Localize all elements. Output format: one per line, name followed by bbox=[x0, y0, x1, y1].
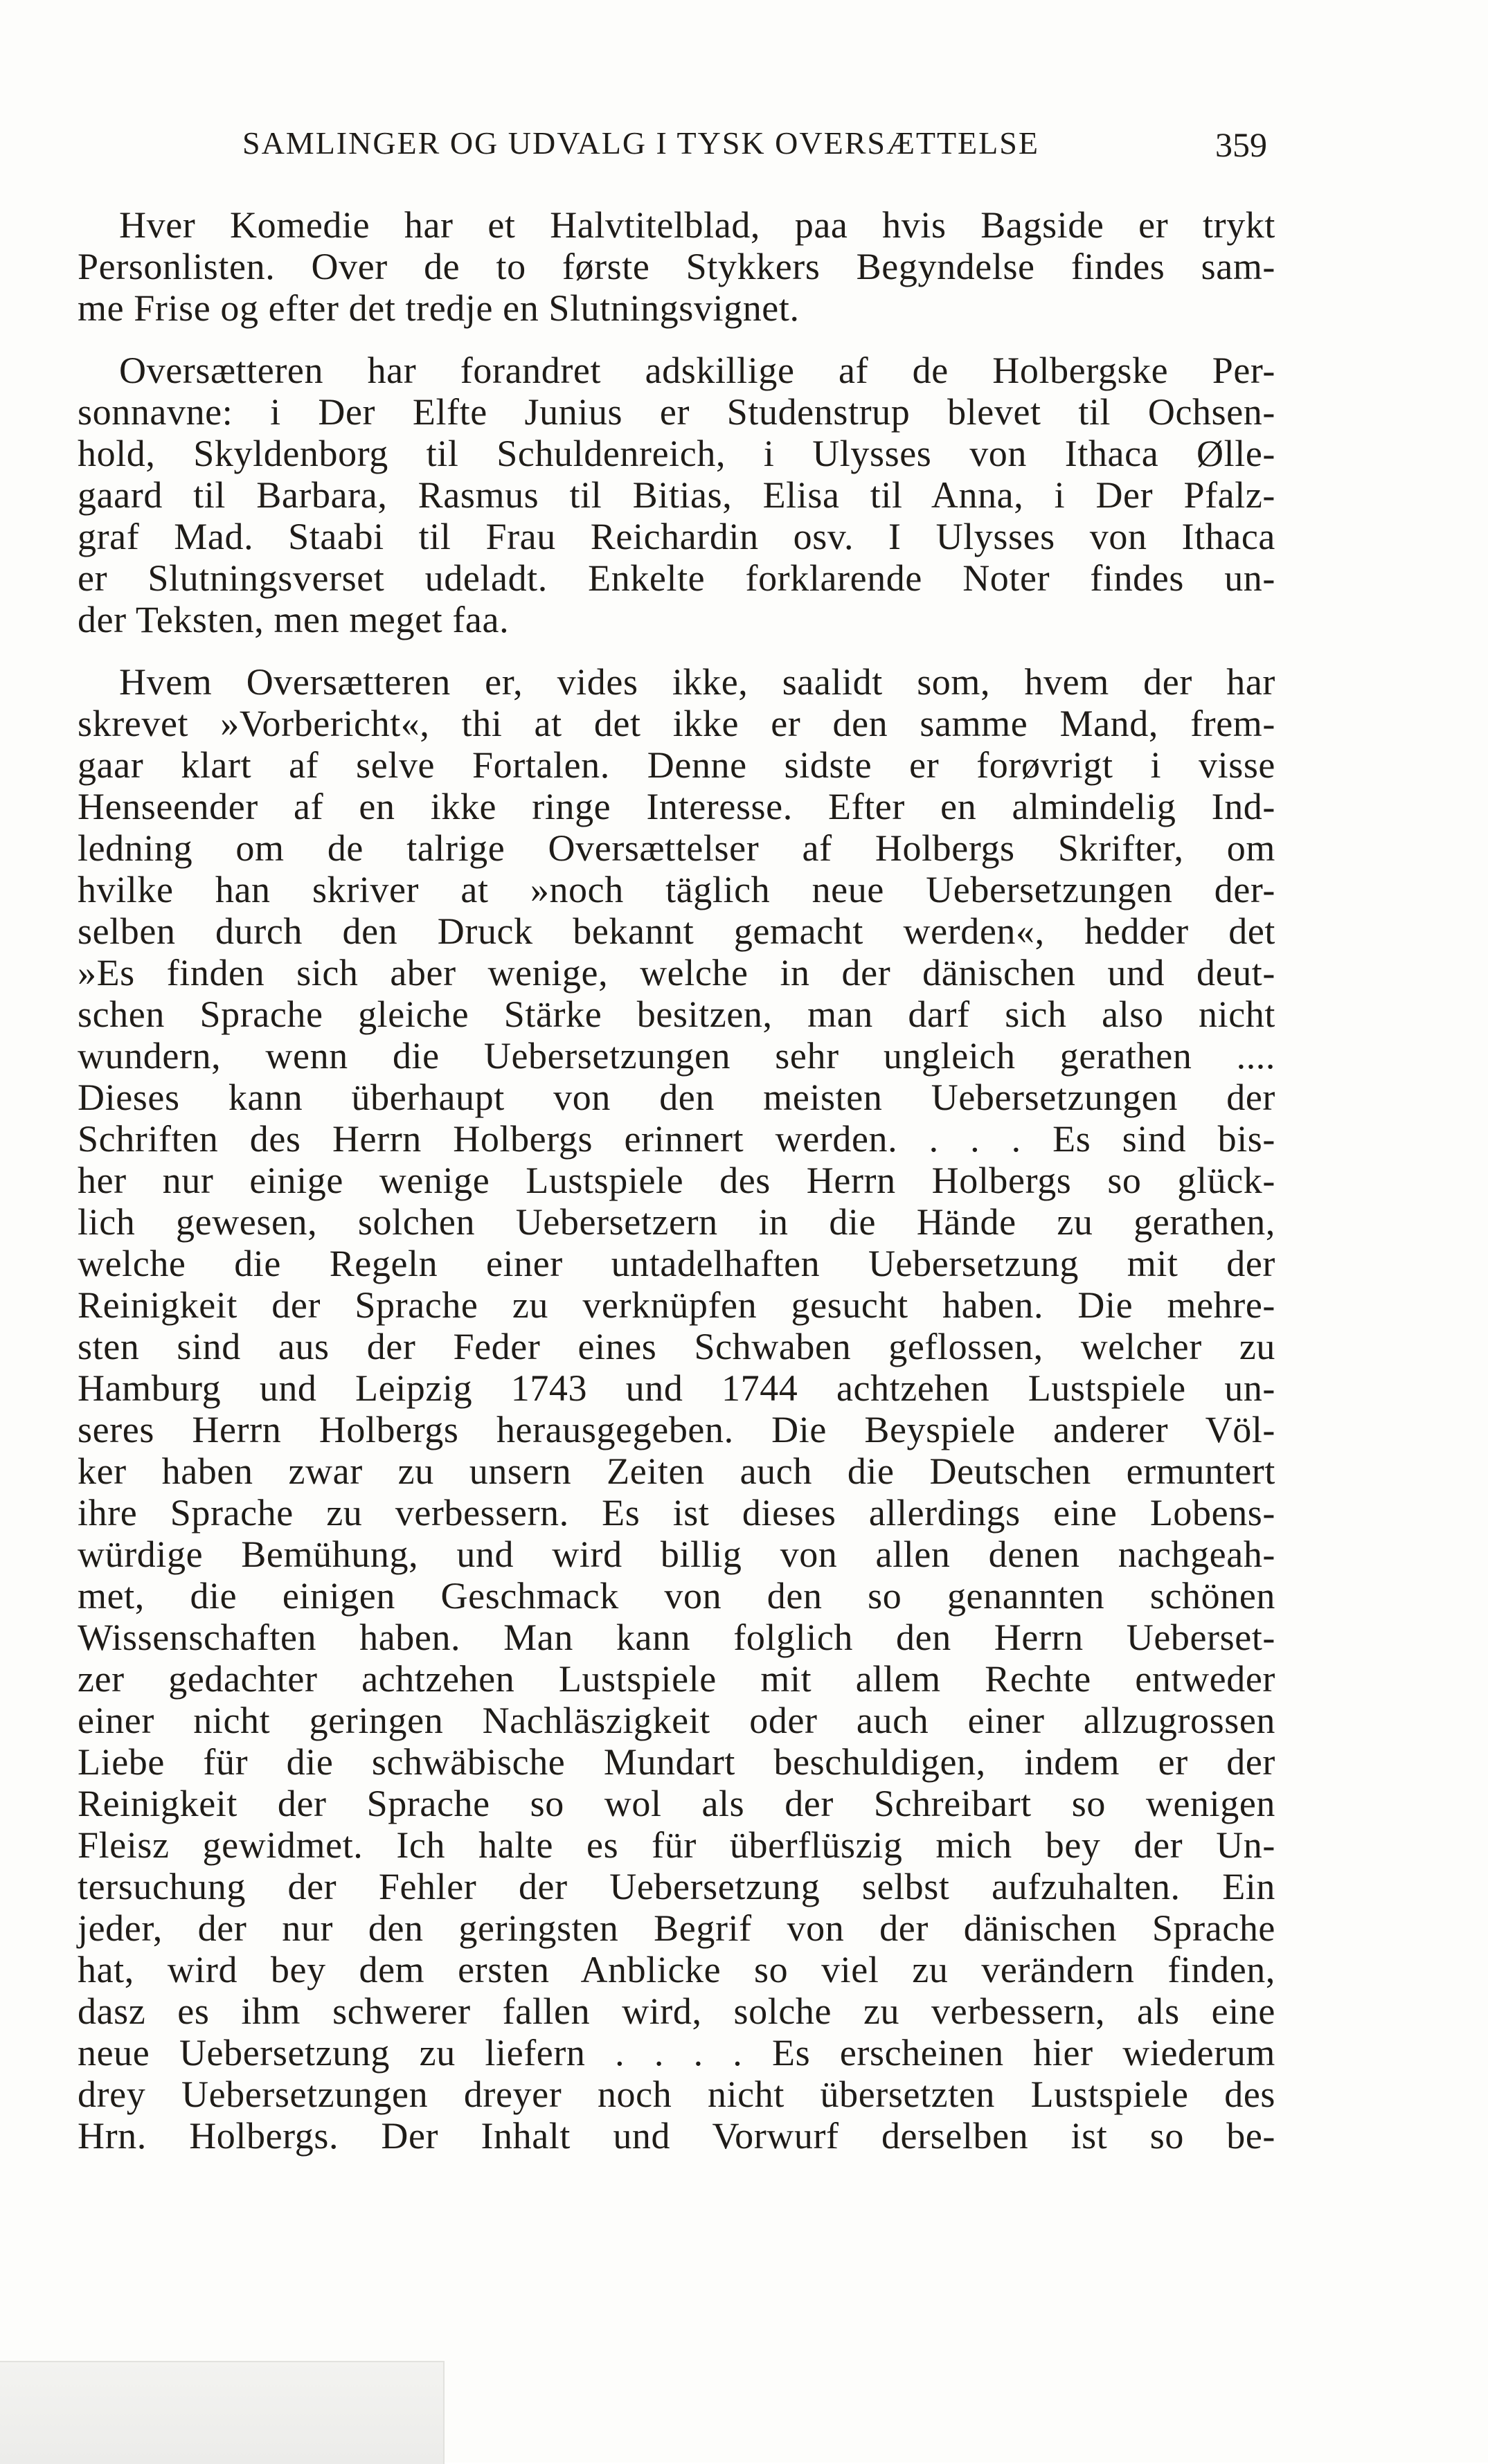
text-line: einer nicht geringen Nachläszigkeit oder auch einer allzugrossen bbox=[78, 1700, 1275, 1741]
text-line: graf Mad. Staabi til Frau Reichardin osv. I Ulysses von Ithaca bbox=[78, 516, 1275, 557]
text-line: gaard til Barbara, Rasmus til Bitias, Elisa til Anna, i Der Pfalz- bbox=[78, 474, 1275, 516]
text-line: sten sind aus der Feder eines Schwaben geflossen, welcher zu bbox=[78, 1326, 1275, 1367]
text-line: skrevet »Vorbericht«, thi at det ikke er den samme Mand, frem- bbox=[78, 703, 1275, 744]
text-line: Oversætteren har forandret adskillige af de Holbergske Per- bbox=[119, 350, 1275, 391]
text-line: Hrn. Holbergs. Der Inhalt und Vorwurf derselben ist so be- bbox=[78, 2115, 1275, 2157]
text-line: gaar klart af selve Fortalen. Denne sidste er forøvrigt i visse bbox=[78, 744, 1275, 786]
text-line: er Slutningsverset udeladt. Enkelte forklarende Noter findes un- bbox=[78, 557, 1275, 599]
text-line: hvilke han skriver at »noch täglich neue Uebersetzungen der- bbox=[78, 869, 1275, 910]
paragraph-2 bbox=[78, 350, 1275, 640]
text-line: sonnavne: i Der Elfte Junius er Studenstrup blevet til Ochsen- bbox=[78, 391, 1275, 433]
text-line: ledning om de talrige Oversættelser af Holbergs Skrifter, om bbox=[78, 827, 1275, 869]
text-line: welche die Regeln einer untadelhaften Uebersetzung mit der bbox=[78, 1243, 1275, 1284]
text-line: Henseender af en ikke ringe Interesse. Efter en almindelig Ind- bbox=[78, 786, 1275, 827]
text-line: würdige Bemühung, und wird billig von allen denen nachgeah- bbox=[78, 1534, 1275, 1575]
text-line: seres Herrn Holbergs herausgegeben. Die Beyspiele anderer Völ- bbox=[78, 1409, 1275, 1450]
text-line: tersuchung der Fehler der Uebersetzung selbst aufzuhalten. Ein bbox=[78, 1866, 1275, 1907]
text-line: Hamburg und Leipzig 1743 und 1744 achtzehen Lustspiele un- bbox=[78, 1367, 1275, 1409]
scan-edge-shadow bbox=[0, 2361, 445, 2464]
text-line: dasz es ihm schwerer fallen wird, solche zu verbessern, als eine bbox=[78, 1990, 1275, 2032]
text-line: hat, wird bey dem ersten Anblicke so viel zu verändern finden, bbox=[78, 1949, 1275, 1990]
paragraph-3 bbox=[78, 661, 1275, 2157]
running-title: SAMLINGER OG UDVALG I TYSK OVERSÆTTELSE bbox=[242, 125, 1039, 161]
text-line: schen Sprache gleiche Stärke besitzen, man darf sich also nicht bbox=[78, 993, 1275, 1035]
text-line: Liebe für die schwäbische Mundart beschuldigen, indem er der bbox=[78, 1741, 1275, 1783]
text-line: met, die einigen Geschmack von den so genannten schönen bbox=[78, 1575, 1275, 1617]
body-text bbox=[78, 204, 1275, 2177]
text-line: Hvem Oversætteren er, vides ikke, saalidt som, hvem der har bbox=[119, 661, 1275, 703]
text-line: Hver Komedie har et Halvtitelblad, paa hvis Bagside er trykt bbox=[119, 204, 1275, 246]
text-line: her nur einige wenige Lustspiele des Herrn Holbergs so glück- bbox=[78, 1160, 1275, 1201]
text-line: »Es finden sich aber wenige, welche in der dänischen und deut- bbox=[78, 952, 1275, 993]
text-line: Personlisten. Over de to første Stykkers Begyndelse findes sam- bbox=[78, 246, 1275, 287]
text-line: Schriften des Herrn Holbergs erinnert werden. . . . Es sind bis- bbox=[78, 1118, 1275, 1160]
paragraph-1 bbox=[78, 204, 1275, 329]
text-line: der Teksten, men meget faa. bbox=[78, 599, 510, 640]
text-line: Reinigkeit der Sprache so wol als der Schreibart so wenigen bbox=[78, 1783, 1275, 1824]
text-line: Fleisz gewidmet. Ich halte es für überflüszig mich bey der Un- bbox=[78, 1824, 1275, 1866]
text-line: drey Uebersetzungen dreyer noch nicht übersetzten Lustspiele des bbox=[78, 2074, 1275, 2115]
text-line: me Frise og efter det tredje en Slutningsvignet. bbox=[78, 287, 800, 329]
text-line: Wissenschaften haben. Man kann folglich den Herrn Ueberset- bbox=[78, 1617, 1275, 1658]
text-line: jeder, der nur den geringsten Begrif von der dänischen Sprache bbox=[78, 1907, 1275, 1949]
text-line: ker haben zwar zu unsern Zeiten auch die Deutschen ermuntert bbox=[78, 1450, 1275, 1492]
text-line: wundern, wenn die Uebersetzungen sehr ungleich gerathen .... bbox=[78, 1035, 1275, 1077]
text-line: lich gewesen, solchen Uebersetzern in die Hände zu gerathen, bbox=[78, 1201, 1275, 1243]
text-line: Reinigkeit der Sprache zu verknüpfen gesucht haben. Die mehre- bbox=[78, 1284, 1275, 1326]
page-number: 359 bbox=[1215, 125, 1267, 164]
page-header bbox=[242, 125, 1267, 173]
text-line: hold, Skyldenborg til Schuldenreich, i Ulysses von Ithaca Ølle- bbox=[78, 433, 1275, 474]
text-line: Dieses kann überhaupt von den meisten Uebersetzungen der bbox=[78, 1077, 1275, 1118]
text-line: zer gedachter achtzehen Lustspiele mit allem Rechte entweder bbox=[78, 1658, 1275, 1700]
text-line: ihre Sprache zu verbessern. Es ist dieses allerdings eine Lobens- bbox=[78, 1492, 1275, 1534]
text-line: neue Uebersetzung zu liefern . . . . Es erscheinen hier wiederum bbox=[78, 2032, 1275, 2074]
text-line: selben durch den Druck bekannt gemacht werden«, hedder det bbox=[78, 910, 1275, 952]
